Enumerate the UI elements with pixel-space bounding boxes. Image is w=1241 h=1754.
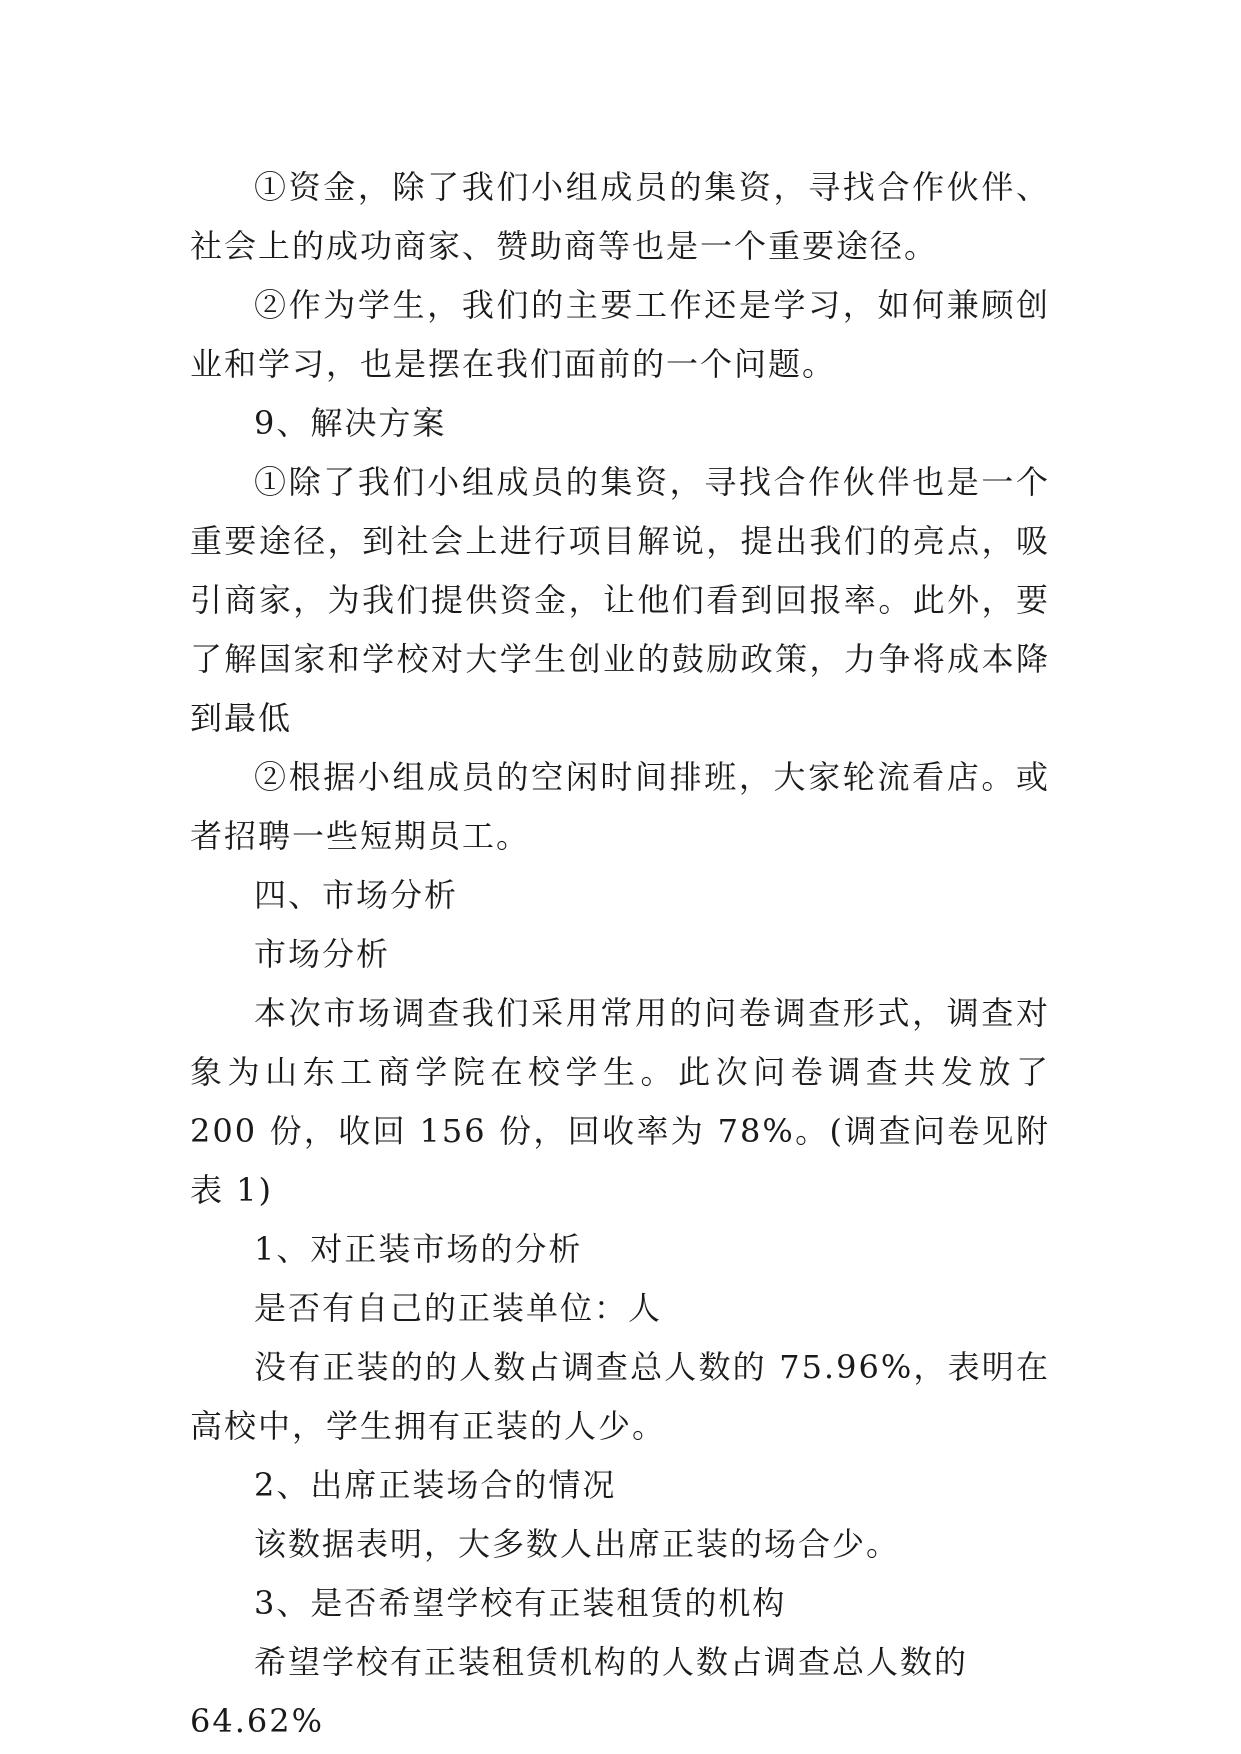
subheading-formal-occasions: 2、出席正装场合的情况 — [254, 1466, 617, 1504]
document-body — [190, 158, 1050, 1751]
paragraph-no-formal-wear-stat: 没有正装的的人数占调查总人数的 75.96%，表明在高校中，学生拥有正装的人少。 — [190, 1348, 1050, 1445]
paragraph-formal-occasions-finding: 该数据表明，大多数人出席正装的场合少。 — [254, 1525, 901, 1563]
section-heading-solutions: 9、解决方案 — [254, 404, 447, 442]
section-heading-market-analysis: 四、市场分析 — [254, 876, 459, 914]
subheading-rental-demand: 3、是否希望学校有正装租赁的机构 — [254, 1584, 787, 1622]
paragraph-staffing-solution: ②根据小组成员的空闲时间排班，大家轮流看店。或者招聘一些短期员工。 — [190, 758, 1050, 855]
subheading-formal-wear-market: 1、对正装市场的分析 — [254, 1230, 583, 1268]
paragraph-rental-demand-stat: 希望学校有正装租赁机构的人数占调查总人数的 64.62% — [190, 1643, 969, 1740]
paragraph-survey-description: 本次市场调查我们采用常用的问卷调查形式，调查对象为山东工商学院在校学生。此次问卷调查共发放了 200 份，收回 156 份，回收率为 78%。(调查问卷见附表 1) — [190, 994, 1050, 1209]
paragraph-funding-solution: ①除了我们小组成员的集资，寻找合作伙伴也是一个重要途径，到社会上进行项目解说，提出我们的亮点，吸引商家，为我们提供资金，让他们看到回报率。此外，要了解国家和学校对大学生创业的鼓励政策，力争将成本降到最低 — [190, 463, 1050, 737]
subheading-market-analysis: 市场分析 — [254, 935, 391, 973]
paragraph-study-balance-problem: ②作为学生，我们的主要工作还是学习，如何兼顾创业和学习，也是摆在我们面前的一个问题。 — [190, 286, 1050, 383]
paragraph-funding-problem: ①资金，除了我们小组成员的集资，寻找合作伙伴、社会上的成功商家、赞助商等也是一个重要途径。 — [190, 168, 1050, 265]
paragraph-own-formal-wear-unit: 是否有自己的正装单位：人 — [254, 1289, 663, 1327]
